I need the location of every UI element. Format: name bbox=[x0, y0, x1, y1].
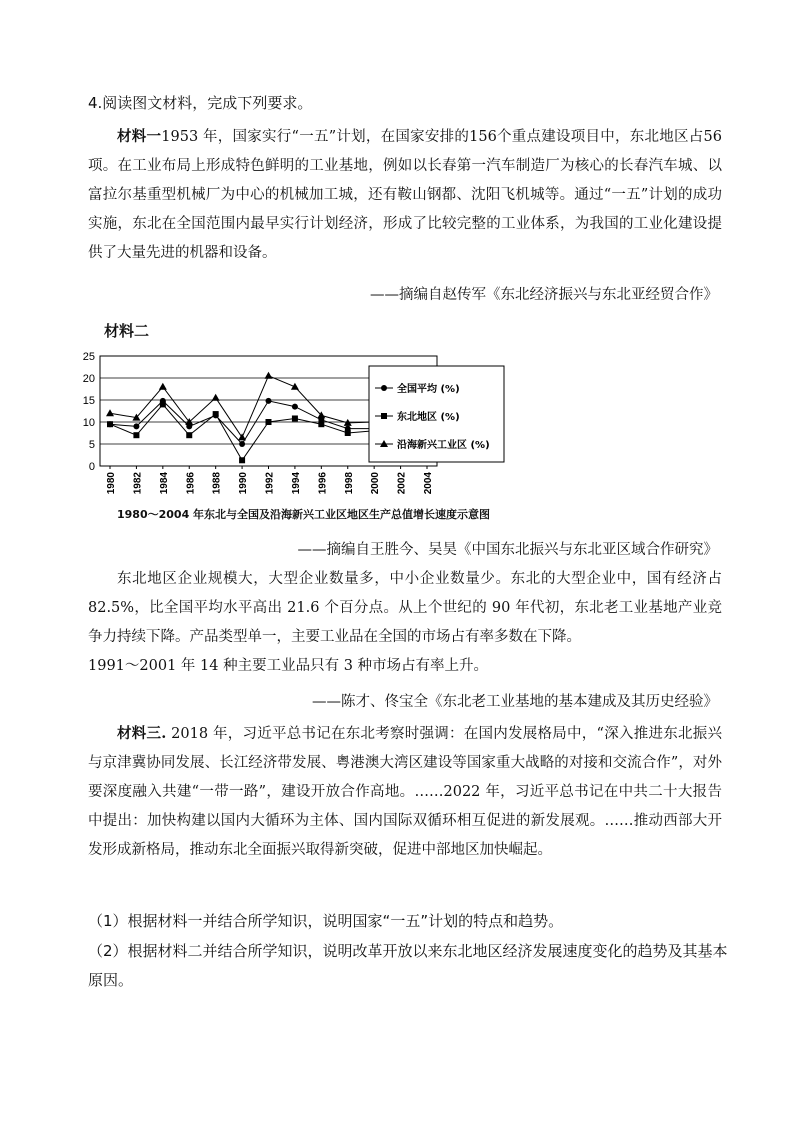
data-point-circle bbox=[239, 441, 245, 447]
question-2: （2）根据材料二并结合所学知识，说明改革开放以来东北地区经济发展速度变化的趋势及其基本原因。 bbox=[88, 942, 728, 989]
x-tick-label: 1996 bbox=[317, 472, 329, 495]
data-point-square bbox=[213, 411, 219, 417]
legend-marker-square bbox=[381, 413, 387, 419]
chart-caption: 1980～2004 年东北与全国及沿海新兴工业区地区生产总值增长速度示意图 bbox=[117, 508, 491, 521]
material2-source: ——摘编自王胜今、吴昊《中国东北振兴与东北亚区域合作研究》 bbox=[297, 542, 718, 558]
material1-paragraph bbox=[88, 122, 722, 268]
question-title: 4.阅读图文材料，完成下列要求。 bbox=[88, 94, 313, 112]
data-point-square bbox=[345, 430, 351, 436]
material2-label: 材料二 bbox=[104, 322, 150, 340]
x-tick-label: 2002 bbox=[396, 472, 408, 495]
data-point-square bbox=[160, 401, 166, 407]
x-tick-label: 1984 bbox=[158, 472, 170, 495]
material2-paragraph: 东北地区企业规模大，大型企业数量多，中小企业数量少。东北的大型企业中，国有经济占 82.5%，比全国平均水平高出 21.6 个百分点。从上个世纪的 90 年代初，东北老工业基地产业竞争力持续下降。产品类型单一，主要工业品在全国的市场占有率多数在下降。 bbox=[88, 571, 722, 645]
x-tick-label: 2004 bbox=[423, 472, 434, 495]
material1-source: ——摘编自赵传军《东北经济振兴与东北亚经贸合作》 bbox=[370, 287, 718, 303]
data-point-square bbox=[239, 457, 245, 463]
material1-text: 1953 年，国家实行“一五”计划，在国家安排的156个重点建设项目中，东北地区占56项。在工业布局上形成特色鲜明的工业基地，例如以长春第一汽车制造厂为核心的长春汽车城、以富拉尔基重型机械厂为中心的机械加工城，还有鞍山钢都、沈阳飞机城等。通过“一五”计划的成功实施，东北在全国范围内最早实行计划经济，形成了比较完整的工业体系，为我国的工业化建设提供了大量先进的机器和设备。 bbox=[88, 129, 723, 261]
x-tick-label: 1980 bbox=[106, 472, 117, 495]
legend-label: 全国平均 (%) bbox=[397, 384, 460, 395]
y-tick-label: 15 bbox=[82, 395, 95, 407]
data-point-square bbox=[266, 419, 272, 425]
y-tick-label: 5 bbox=[88, 439, 95, 451]
x-tick-label: 1990 bbox=[238, 472, 250, 495]
y-tick-label: 25 bbox=[82, 351, 95, 363]
data-point-circle bbox=[266, 398, 272, 404]
material3-paragraph bbox=[88, 719, 722, 865]
x-tick-label: 1994 bbox=[290, 472, 302, 495]
data-point-square bbox=[107, 421, 113, 427]
material1-label: 材料一 bbox=[117, 128, 162, 145]
y-tick-label: 10 bbox=[82, 417, 95, 429]
x-tick-label: 1982 bbox=[132, 472, 144, 495]
data-point-square bbox=[186, 432, 192, 438]
x-tick-label: 1988 bbox=[211, 472, 223, 495]
material3-label: 材料三. bbox=[117, 725, 167, 742]
x-tick-label: 2000 bbox=[370, 472, 382, 495]
material2-source-2: ——陈才、佟宝全《东北老工业基地的基本建成及其历史经验》 bbox=[312, 694, 718, 710]
material2-paragraph-2: 1991～2001 年 14 种主要工业品只有 3 种市场占有率上升。 bbox=[88, 658, 489, 674]
y-tick-label: 0 bbox=[88, 461, 95, 473]
growth-rate-chart bbox=[80, 344, 520, 509]
data-point-circle bbox=[133, 423, 139, 429]
data-point-square bbox=[318, 421, 324, 427]
legend-label: 东北地区 (%) bbox=[397, 412, 460, 423]
legend-label: 沿海新兴工业区 (%) bbox=[397, 440, 490, 451]
legend-marker-circle bbox=[381, 385, 387, 391]
material3-text: 2018 年，习近平总书记在东北考察时强调：在国内发展格局中，“深入推进东北振兴与京津冀协同发展、长江经济带发展、粤港澳大湾区建设等国家重大战略的对接和交流合作”，对外要深度融入共建“一带一路”，建设开放合作高地。……2022 年，习近平总书记在中共二十大报告中提出：加快构建以国内大循环为主体、国内国际双循环相互促进的新发展观。……推动西部大开发形成新格局，推动东北全面振兴取得新突破，促进中部地区加快崛起。 bbox=[88, 726, 722, 858]
x-tick-label: 1998 bbox=[343, 472, 355, 495]
x-tick-label: 1992 bbox=[264, 472, 276, 495]
data-point-square bbox=[133, 432, 139, 438]
x-tick-label: 1986 bbox=[185, 472, 197, 495]
data-point-square bbox=[292, 415, 298, 421]
y-tick-label: 20 bbox=[82, 373, 95, 385]
question-1: （1）根据材料一并结合所学知识，说明国家“一五”计划的特点和趋势。 bbox=[88, 912, 564, 930]
data-point-circle bbox=[292, 404, 298, 410]
